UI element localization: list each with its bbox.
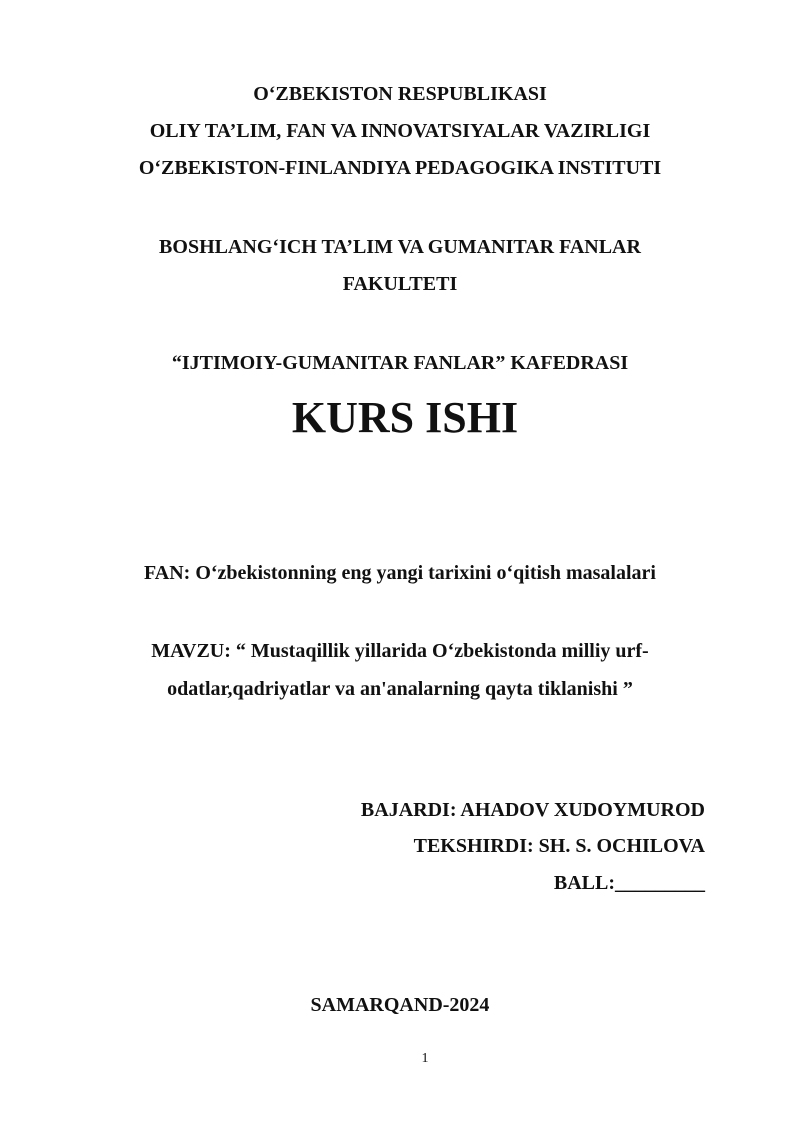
faculty-name: BOSHLANG‘ICH TA’LIM VA GUMANITAR FANLAR — [159, 236, 641, 258]
checker-line: TEKSHIRDI: SH. S. OCHILOVA — [413, 835, 705, 857]
topic-line-1: MAVZU: “ Mustaqillik yillarida O‘zbekistonda milliy urf- — [151, 640, 649, 662]
document-title: KURS ISHI — [291, 393, 519, 442]
grade-line: BALL:_________ — [553, 872, 705, 894]
department-name: “IJTIMOIY-GUMANITAR FANLAR” KAFEDRASI — [171, 352, 629, 374]
subject-line: FAN: O‘zbekistonning eng yangi tarixini o‘qitish masalalari — [144, 562, 656, 584]
header-institute: O‘ZBEKISTON-FINLANDIYA PEDAGOGIKA INSTITUTI — [138, 157, 662, 179]
header-republic: O‘ZBEKISTON RESPUBLIKASI — [253, 83, 547, 105]
faculty-word: FAKULTETI — [342, 273, 458, 295]
page-number: 1 — [421, 1051, 429, 1066]
topic-line-2: odatlar,qadriyatlar va an'analarning qayta tiklanishi ” — [167, 678, 633, 700]
city-year: SAMARQAND-2024 — [310, 994, 490, 1016]
header-ministry: OLIY TA’LIM, FAN VA INNOVATSIYALAR VAZIRLIGI — [149, 120, 651, 142]
performer-line: BAJARDI: AHADOV XUDOYMUROD — [360, 799, 705, 821]
